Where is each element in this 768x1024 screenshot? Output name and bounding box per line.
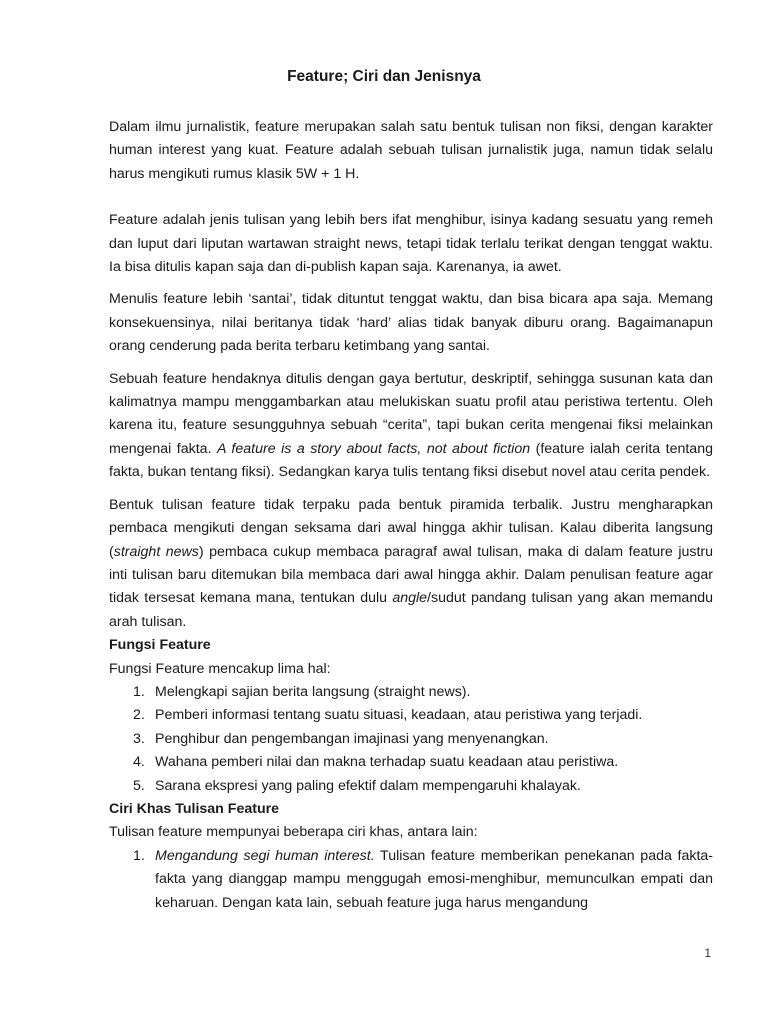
list-text: Melengkapi sajian berita langsung (straight news). [155, 683, 471, 700]
paragraph-text: Bentuk tulisan feature tidak terpaku pada bentuk piramida terbalik. Justru mengharapkan pembaca mengikuti dengan seksama dari awal hingga akhir tulisan. Kalau diberita langsung ( [109, 496, 713, 560]
paragraph-text: ) pembaca cukup membaca paragraf awal tulisan, maka di dalam feature justru inti tulisan baru ditemukan bila membaca dari awal hingga akhir. Dalam penulisan feature agar tidak tersesat kemana mana, tentukan dulu [109, 543, 714, 607]
paragraph-definition: Feature adalah jenis tulisan yang lebih bers ifat menghibur, isinya kadang sesuatu yang remeh dan luput dari liputan wartawan straight news, tetapi tidak terlalu terikat dengan tenggat waktu. Ia bisa ditulis kapan saja dan di-publish kapan saja. Karenanya, ia awet. [109, 212, 713, 276]
paragraph-text: /sudut pandang tulisan yang akan memandu arah tulisan. [109, 590, 713, 630]
list-number: 1. [133, 847, 145, 864]
list-number: 5. [133, 777, 145, 794]
list-text: Tulisan feature memberikan penekanan pada fakta-fakta yang dianggap mampu menggugah emosi-menghibur, memunculkan empati dan keharuan. Dengan kata lain, sebuah feature juga harus mengandung [155, 847, 713, 911]
italic-term: straight news [113, 543, 199, 560]
list-text: Penghibur dan pengembangan imajinasi yang menyenangkan. [155, 730, 549, 747]
italic-term: angle [392, 590, 428, 607]
ciri-list [109, 845, 713, 915]
list-text: Wahana pemberi nilai dan makna terhadap suatu keadaan atau peristiwa. [155, 754, 619, 771]
paragraph-text: (feature ialah cerita tentang fakta, bukan tentang fiksi). Sedangkan karya tulis tentang fiksi disebut novel atau cerita pendek. [109, 440, 713, 481]
list-number: 4. [133, 754, 145, 771]
page-number: 1 [704, 946, 711, 960]
list-item [109, 704, 713, 727]
section-heading-ciri: Ciri Khas Tulisan Feature [109, 800, 280, 817]
italic-quote: A feature is a story about facts, not about fiction [217, 440, 531, 457]
list-text: Pemberi informasi tentang suatu situasi, keadaan, atau peristiwa yang terjadi. [155, 707, 643, 724]
paragraph-gaya-bertutur [109, 368, 713, 485]
list-text: Sarana ekspresi yang paling efektif dalam mempengaruhi khalayak. [155, 777, 581, 794]
document-body [109, 116, 713, 915]
list-italic-lead: Mengandung segi human interest. [155, 847, 375, 864]
paragraph-intro: Dalam ilmu jurnalistik, feature merupakan salah satu bentuk tulisan non fiksi, dengan karakter human interest yang kuat. Feature adalah sebuah tulisan jurnalistik juga, namun tidak selalu harus mengikuti rumus klasik 5W + 1 H. [109, 119, 713, 182]
list-number: 2. [133, 707, 145, 724]
section-heading-fungsi: Fungsi Feature [109, 637, 211, 654]
list-number: 3. [133, 730, 145, 747]
paragraph-santai: Menulis feature lebih ‘santai’, tidak dituntut tenggat waktu, dan bisa bicara apa saja. Memang konsekuensinya, nilai beritanya tidak ‘hard’ alias tidak banyak diburu orang. Bagaimanapun orang cenderung pada berita terbaru ketimbang yang santai. [109, 291, 713, 355]
document-title: Feature; Ciri dan Jenisnya [287, 68, 481, 85]
list-item [109, 728, 713, 751]
section-intro-ciri: Tulisan feature mempunyai beberapa ciri khas, antara lain: [109, 824, 478, 841]
section-intro-fungsi: Fungsi Feature mencakup lima hal: [109, 660, 331, 677]
list-item [109, 681, 713, 704]
list-item [109, 751, 713, 774]
list-number: 1. [133, 683, 145, 700]
list-item [109, 775, 713, 798]
paragraph-text: Sebuah feature hendaknya ditulis dengan gaya bertutur, deskriptif, sehingga susunan kata dan kalimatnya mampu menggambarkan atau melukiskan suatu profil atau peristiwa tertentu. Oleh karena itu, feature sesungguhnya sebuah “cerita”, tapi bukan cerita mengenai fiksi melainkan mengenai fakta. [109, 370, 713, 457]
list-item [109, 845, 713, 915]
paragraph-bentuk-tulisan [109, 494, 713, 634]
fungsi-list [109, 681, 713, 798]
